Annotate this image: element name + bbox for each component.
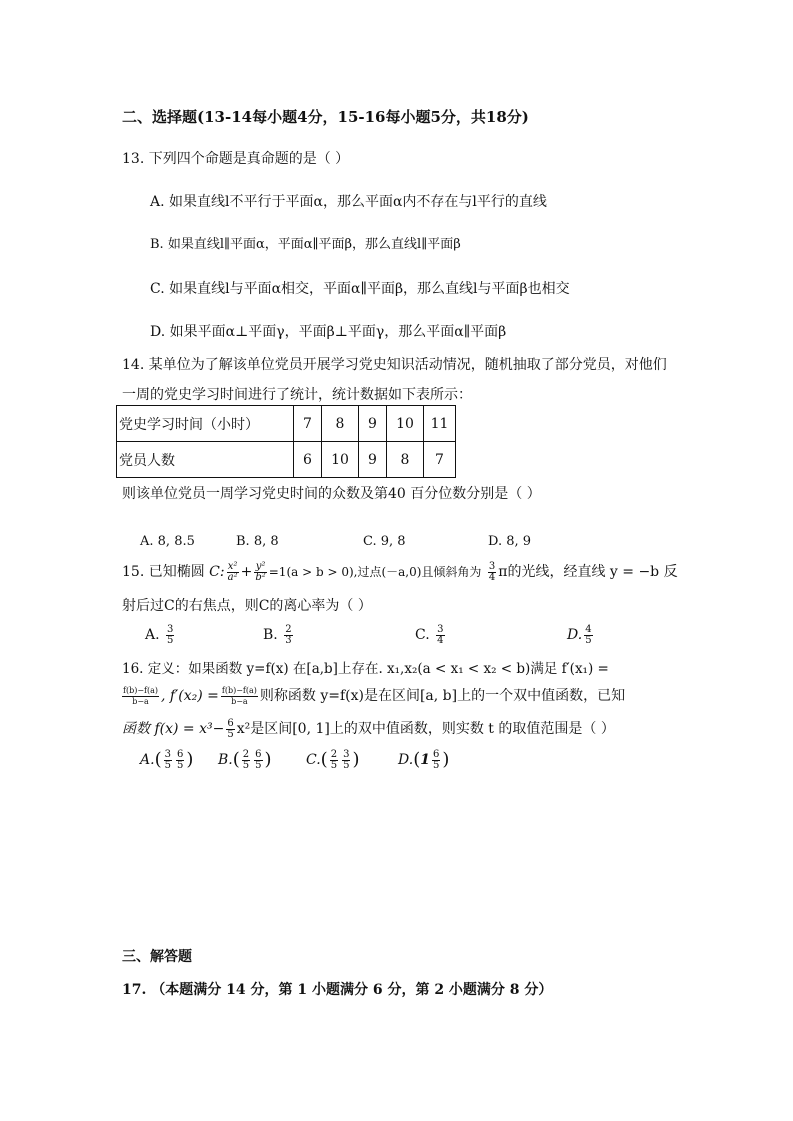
- table-cell: 党员人数: [117, 442, 294, 478]
- q14-option-c: C. 9, 8: [363, 534, 406, 549]
- table-cell: 9: [359, 442, 387, 478]
- q13-option-c: C. 如果直线l与平面α相交，平面α∥平面β，那么直线l与平面β也相交: [150, 281, 570, 297]
- table-cell: 8: [322, 406, 359, 442]
- q16-option-b: B.( $\frac{2}{5}$ $\frac{6}{5}$ ): [218, 748, 272, 771]
- table-cell: 11: [424, 406, 456, 442]
- q16-text-2a: , f′(x₂) =: [161, 688, 219, 704]
- q13-stem: 13. 下列四个命题是真命题的是（ ）: [122, 151, 350, 167]
- q16-text-3b: x²是区间[0, 1]上的双中值函数，则实数 t 的取值范围是（ ）: [236, 721, 615, 737]
- q15-option-c: C. $\frac{3}{4}$: [415, 623, 444, 646]
- table-cell: 8: [387, 442, 424, 478]
- ellipse-label: C:: [209, 564, 225, 580]
- q16-line-1: 16. 定义：如果函数 y=f(x) 在[a,b]上存在. x₁,x₂(a < x₁ < x₂ < b)满足 f′(x₁) =: [122, 661, 609, 677]
- table-cell: 10: [387, 406, 424, 442]
- q15-text-1: 15. 已知椭圆: [122, 564, 205, 580]
- q14-stem-2: 一周的党史学习时间进行了统计，统计数据如下表所示：: [122, 387, 472, 403]
- q16-option-c: C.( $\frac{2}{5}$ $\frac{3}{5}$ ): [306, 748, 360, 771]
- table-cell: 10: [322, 442, 359, 478]
- q14-stem-3: 则该单位党员一周学习党史时间的众数及第40 百分位数分别是（ ）: [122, 486, 541, 502]
- section-2-title: 二、选择题(13-14每小题4分，15-16每小题5分，共18分): [122, 108, 529, 126]
- fraction: $\frac{3}{4}$: [488, 560, 496, 583]
- table-cell: 9: [359, 406, 387, 442]
- q15-text-3: π的光线，经直线 y = −b 反: [498, 564, 678, 580]
- q16-text-3a: 函数 f(x) = x³−: [122, 721, 225, 737]
- table-cell: 7: [294, 406, 322, 442]
- table-row: [117, 442, 456, 478]
- q16-option-d: D.(1 $\frac{6}{5}$ ): [398, 748, 450, 771]
- q13-option-a: A. 如果直线l不平行于平面α，那么平面α内不存在与l平行的直线: [150, 194, 547, 210]
- fraction: $\frac{f(b)-f(a)}{b-a}$: [221, 685, 257, 706]
- table-cell: 7: [424, 442, 456, 478]
- q16-line-3: [122, 717, 615, 741]
- fraction: $\frac{\text{y²}}{\text{b²}}$: [255, 560, 266, 583]
- q14-data-table: [116, 405, 456, 478]
- section-3-title: 三、解答题: [122, 949, 192, 965]
- q15-line-1: 15. 已知椭圆 C: $\frac{\text{x²}}{\text{a²}}$ + $\frac{\text{y²}}{\text{b²}}$ =1(a > b > 0),过点(－a,0)且倾斜角为 $\frac{3}{4}$ π的光线，经直线 y = −b 反: [122, 560, 678, 583]
- q16-option-a: A.( $\frac{3}{5}$ $\frac{6}{5}$ ): [140, 748, 194, 771]
- q16-line-2: [120, 684, 625, 708]
- q15-text-2: =1(a > b > 0),过点(－a,0)且倾斜角为: [268, 565, 482, 579]
- fraction: $\frac{6}{5}$: [227, 717, 234, 740]
- table-row: [117, 406, 456, 442]
- table-cell: 党史学习时间（小时）: [117, 406, 294, 442]
- q13-option-b: B. 如果直线l∥平面α，平面α∥平面β，那么直线l∥平面β: [150, 237, 461, 252]
- q14-stem-1: 14. 某单位为了解该单位党员开展学习党史知识活动情况，随机抽取了部分党员，对他们: [122, 357, 667, 373]
- q15-option-b: B. $\frac{2}{3}$: [263, 623, 292, 646]
- fraction: $\frac{\text{x²}}{\text{a²}}$: [227, 560, 238, 583]
- q14-option-b: B. 8, 8: [236, 534, 279, 549]
- fraction: $\frac{f(b)-f(a)}{b-a}$: [123, 685, 158, 706]
- q15-option-a: A. $\frac{3}{5}$: [145, 623, 174, 646]
- q14-option-d: D. 8, 9: [488, 534, 532, 549]
- q16-text-2b: 则称函数 y=f(x)是在区间[a, b]上的一个双中值函数，已知: [259, 688, 626, 704]
- q15-option-d: D. $\frac{4}{5}$: [567, 623, 592, 646]
- q15-line-2: 射后过C的右焦点，则C的离心率为（ ）: [122, 598, 372, 614]
- q17-title: 17. （本题满分 14 分，第 1 小题满分 6 分，第 2 小题满分 8 分）: [122, 982, 553, 998]
- q14-option-a: A. 8, 8.5: [140, 534, 195, 549]
- q13-option-d: D. 如果平面α⊥平面γ，平面β⊥平面γ，那么平面α∥平面β: [150, 324, 507, 340]
- table-cell: 6: [294, 442, 322, 478]
